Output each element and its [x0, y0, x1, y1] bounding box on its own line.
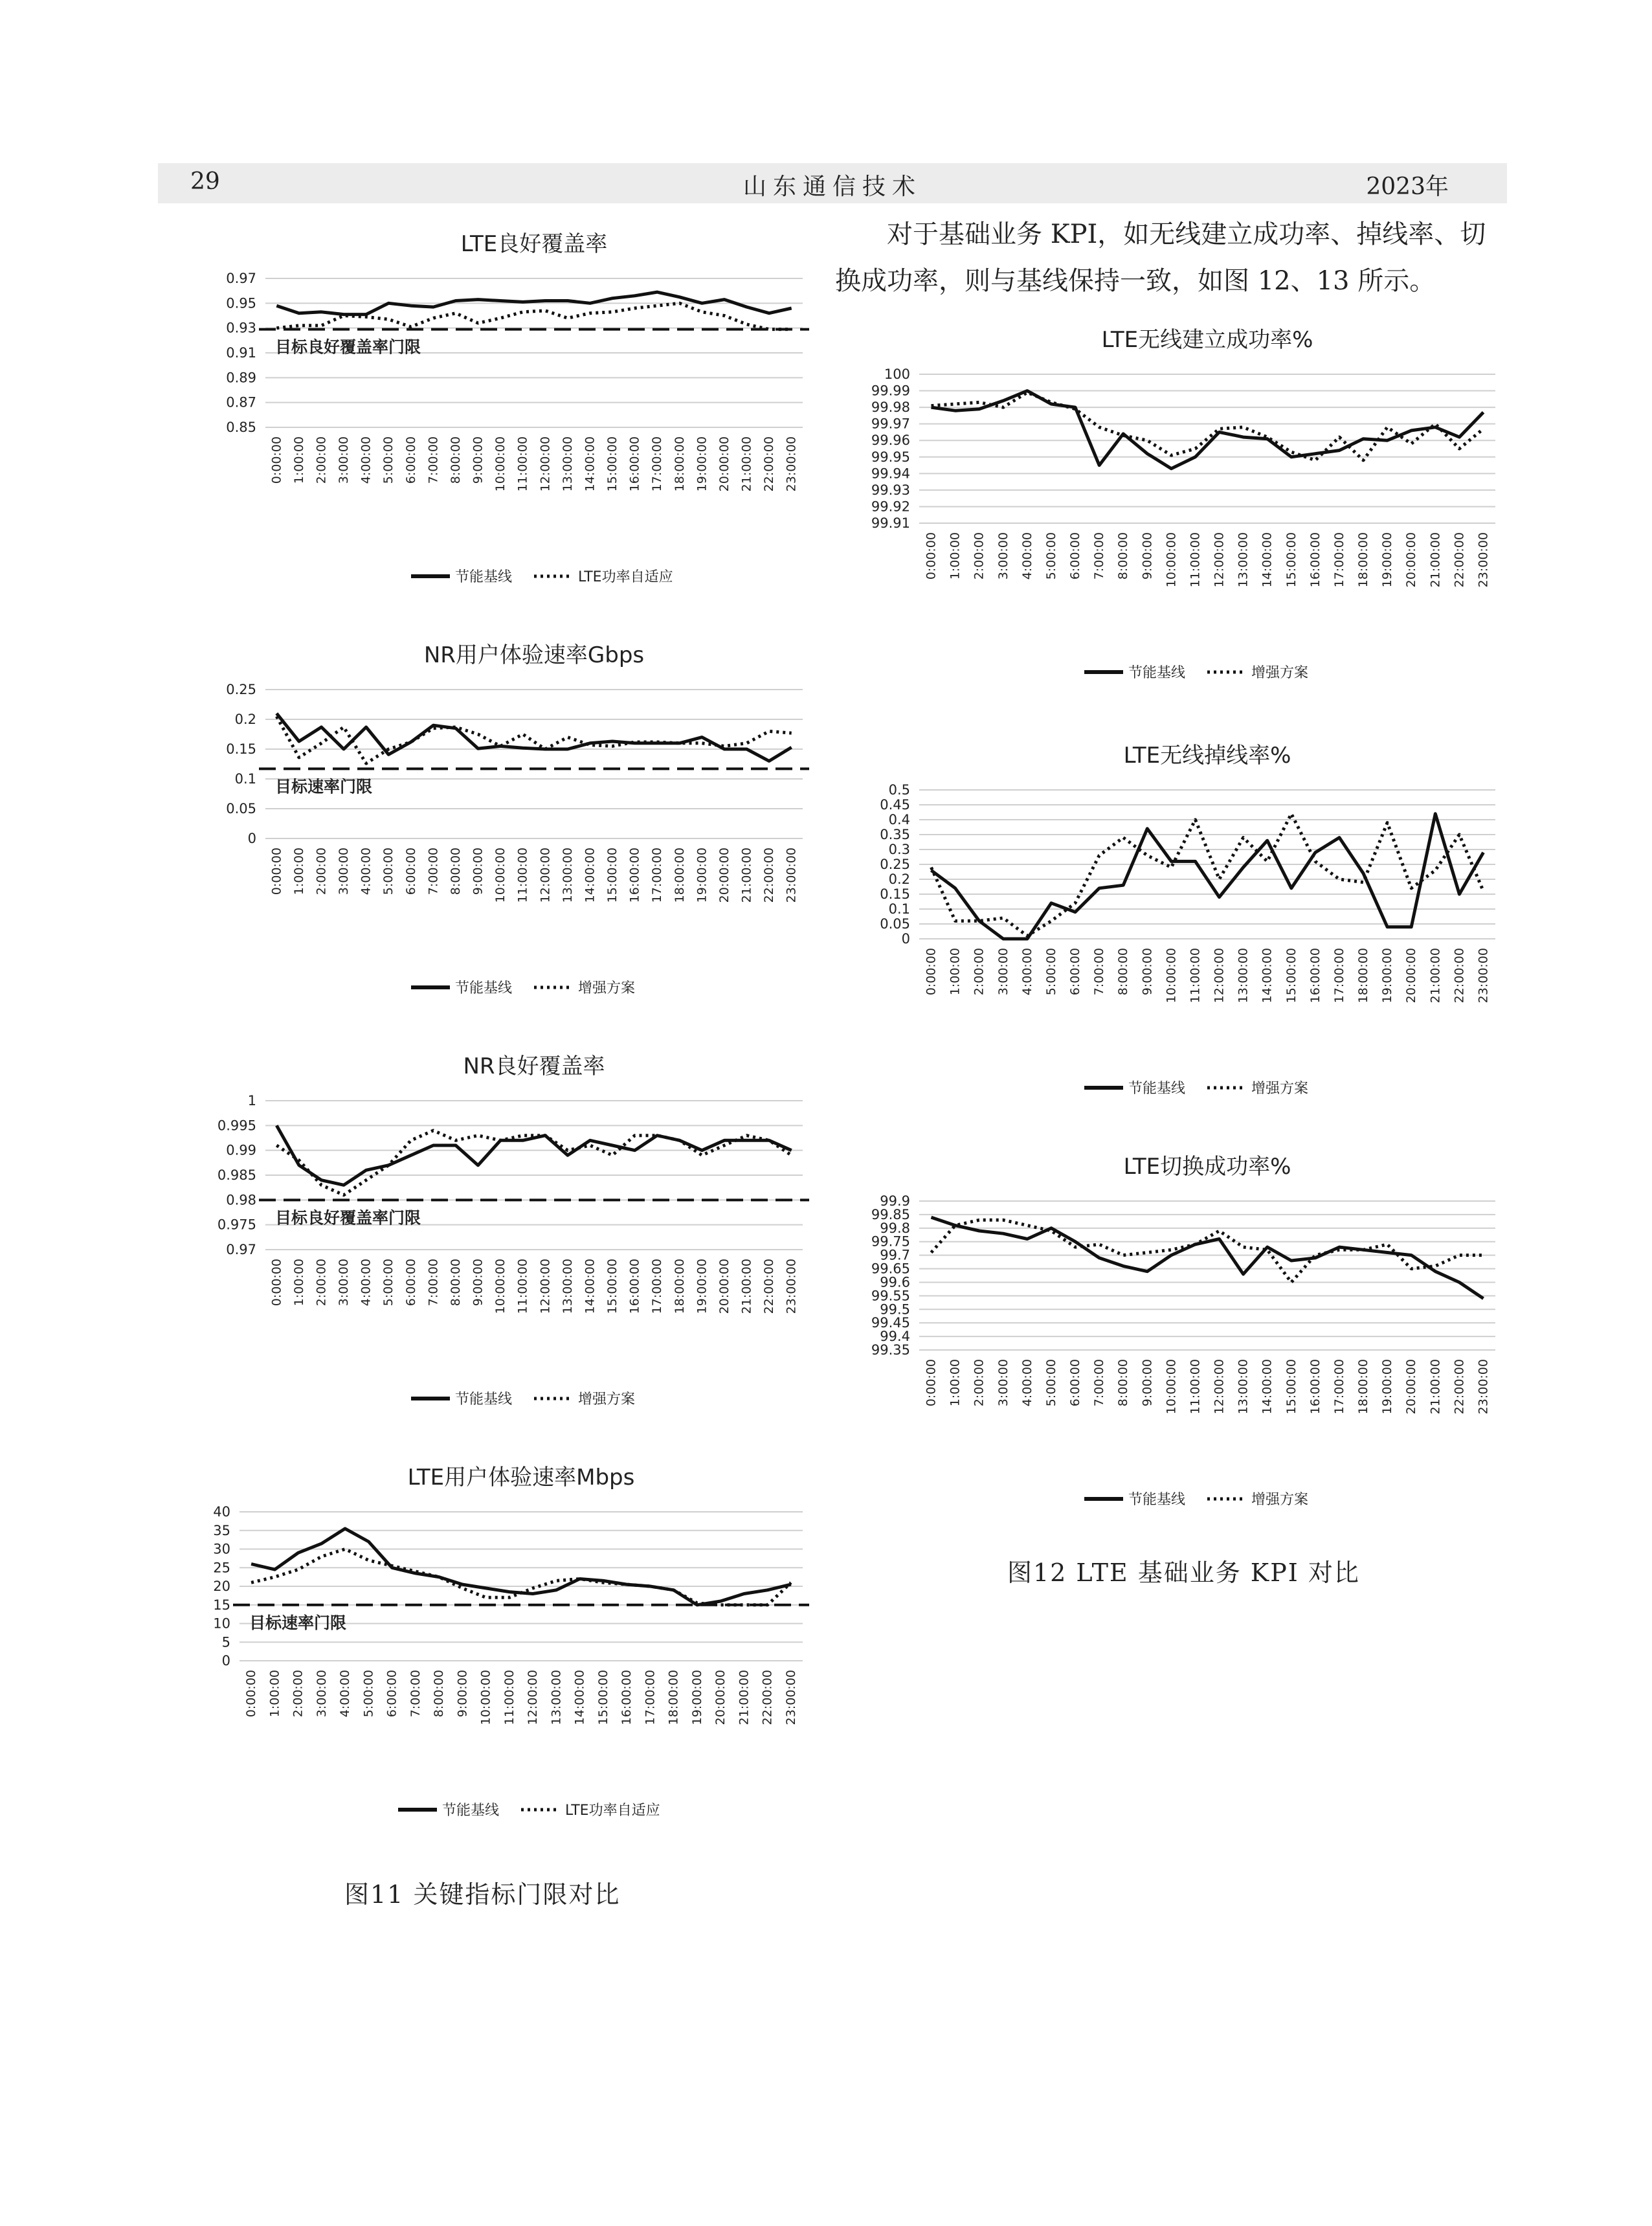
y-tick-label: 0.99: [226, 1142, 256, 1158]
threshold-label: 目标良好覆盖率门限: [275, 1208, 421, 1228]
y-tick-label: 0.995: [217, 1118, 256, 1134]
x-tick-label: 19:00:00: [1380, 1359, 1395, 1415]
x-tick-label: 8:00:00: [448, 848, 463, 895]
x-tick-label: 4:00:00: [359, 848, 374, 895]
series-line-secondary: [276, 1130, 791, 1195]
x-tick-label: 1:00:00: [291, 1259, 306, 1307]
chart-title: LTE切换成功率%: [1123, 1154, 1291, 1180]
series-line-secondary: [251, 1549, 791, 1605]
x-tick-label: 21:00:00: [737, 1670, 752, 1726]
chart-lte-rate: [168, 1460, 816, 1855]
x-tick-label: 6:00:00: [403, 848, 418, 895]
x-tick-label: 1:00:00: [291, 436, 306, 484]
x-tick-label: 21:00:00: [739, 1259, 754, 1314]
x-tick-label: 23:00:00: [784, 1259, 799, 1314]
x-tick-label: 2:00:00: [972, 532, 987, 580]
x-tick-label: 8:00:00: [448, 1259, 463, 1307]
x-tick-label: 12:00:00: [526, 1670, 541, 1726]
x-tick-label: 23:00:00: [784, 848, 799, 903]
y-tick-label: 0.15: [226, 741, 256, 757]
page-number: 29: [190, 168, 220, 195]
x-tick-label: 18:00:00: [1356, 532, 1371, 588]
y-tick-label: 0.05: [880, 916, 910, 932]
x-tick-label: 15:00:00: [596, 1670, 610, 1726]
y-tick-label: 10: [213, 1615, 230, 1632]
series-line-baseline: [276, 1125, 791, 1185]
y-tick-label: 0.2: [234, 712, 256, 727]
x-tick-label: 2:00:00: [972, 948, 987, 996]
x-tick-label: 17:00:00: [1332, 948, 1346, 1004]
x-tick-label: 11:00:00: [515, 1259, 530, 1314]
y-tick-label: 0.98: [226, 1192, 256, 1208]
y-tick-label: 99.91: [871, 515, 910, 531]
x-tick-label: 3:00:00: [996, 1359, 1010, 1407]
x-tick-label: 14:00:00: [1260, 532, 1275, 588]
x-tick-label: 3:00:00: [337, 1259, 352, 1307]
x-tick-label: 1:00:00: [948, 948, 963, 996]
x-tick-label: 16:00:00: [1308, 1359, 1323, 1415]
x-tick-label: 20:00:00: [717, 436, 731, 492]
series-line-secondary: [276, 303, 791, 329]
x-tick-label: 4:00:00: [338, 1670, 353, 1718]
x-tick-label: 18:00:00: [1356, 948, 1371, 1004]
x-tick-label: 14:00:00: [583, 436, 597, 492]
legend-label-secondary: 增强方案: [1251, 1492, 1309, 1508]
x-tick-label: 22:00:00: [1452, 948, 1467, 1004]
y-tick-label: 0.2: [888, 871, 910, 887]
legend-label-baseline: 节能基线: [1128, 665, 1186, 681]
y-tick-label: 0.91: [226, 345, 256, 361]
y-tick-label: 0.1: [234, 771, 256, 787]
x-tick-label: 23:00:00: [784, 436, 799, 492]
x-tick-label: 6:00:00: [1068, 532, 1083, 580]
x-tick-label: 7:00:00: [426, 436, 441, 484]
legend-label-secondary: LTE功率自适应: [565, 1803, 660, 1819]
x-tick-label: 11:00:00: [1188, 1359, 1203, 1415]
y-tick-label: 0.87: [226, 394, 256, 410]
series-line-baseline: [932, 1217, 1484, 1298]
x-tick-label: 18:00:00: [1356, 1359, 1371, 1415]
y-tick-label: 99.7: [880, 1247, 910, 1263]
x-tick-label: 11:00:00: [1188, 948, 1203, 1004]
y-tick-label: 99.45: [871, 1315, 910, 1331]
x-tick-label: 0:00:00: [269, 436, 284, 484]
x-tick-label: 18:00:00: [672, 1259, 687, 1314]
x-tick-label: 5:00:00: [381, 436, 396, 484]
x-tick-label: 10:00:00: [1164, 532, 1179, 588]
series-line-secondary: [932, 814, 1484, 936]
chart-nr-rate: [194, 638, 816, 1026]
x-tick-label: 7:00:00: [1092, 1359, 1107, 1407]
x-tick-label: 15:00:00: [605, 848, 620, 903]
y-tick-label: 0.45: [880, 797, 910, 813]
threshold-label: 目标速率门限: [249, 1613, 347, 1632]
y-tick-label: 99.99: [871, 383, 910, 399]
x-tick-label: 8:00:00: [448, 436, 463, 484]
x-tick-label: 12:00:00: [1212, 948, 1227, 1004]
x-tick-label: 0:00:00: [924, 1359, 939, 1407]
x-tick-label: 20:00:00: [1404, 1359, 1419, 1415]
y-tick-label: 99.65: [871, 1261, 910, 1277]
x-tick-label: 5:00:00: [381, 1259, 396, 1307]
x-tick-label: 17:00:00: [650, 1259, 665, 1314]
x-tick-label: 14:00:00: [1260, 948, 1275, 1004]
x-tick-label: 22:00:00: [1452, 1359, 1467, 1415]
y-tick-label: 99.35: [871, 1342, 910, 1358]
y-tick-label: 99.55: [871, 1288, 910, 1304]
x-tick-label: 15:00:00: [1284, 1359, 1299, 1415]
x-tick-label: 0:00:00: [924, 532, 939, 580]
y-tick-label: 35: [213, 1522, 230, 1538]
x-tick-label: 8:00:00: [1116, 1359, 1131, 1407]
legend-label-secondary: LTE功率自适应: [578, 569, 673, 585]
x-tick-label: 1:00:00: [948, 532, 963, 580]
x-tick-label: 9:00:00: [1140, 532, 1155, 580]
x-tick-label: 17:00:00: [643, 1670, 658, 1726]
x-tick-label: 23:00:00: [1476, 948, 1491, 1004]
header-year: 2023年: [1366, 174, 1449, 200]
x-tick-label: 6:00:00: [1068, 1359, 1083, 1407]
x-tick-label: 23:00:00: [1476, 532, 1491, 588]
legend-label-baseline: 节能基线: [1128, 1081, 1186, 1097]
chart-title: NR良好覆盖率: [463, 1053, 605, 1079]
x-tick-label: 8:00:00: [1116, 532, 1131, 580]
figure-12-caption: 图12 LTE 基础业务 KPI 对比: [1007, 1558, 1360, 1587]
x-tick-label: 0:00:00: [269, 848, 284, 895]
x-tick-label: 0:00:00: [924, 948, 939, 996]
legend-label-secondary: 增强方案: [578, 980, 636, 996]
y-tick-label: 99.98: [871, 399, 910, 416]
x-tick-label: 13:00:00: [1236, 1359, 1251, 1415]
legend-label-baseline: 节能基线: [455, 569, 513, 585]
x-tick-label: 22:00:00: [762, 1259, 777, 1314]
x-tick-label: 21:00:00: [1428, 948, 1443, 1004]
legend-label-baseline: 节能基线: [455, 1391, 513, 1408]
x-tick-label: 22:00:00: [1452, 532, 1467, 588]
y-tick-label: 0: [247, 831, 256, 846]
x-tick-label: 18:00:00: [666, 1670, 681, 1726]
x-tick-label: 13:00:00: [560, 436, 575, 492]
y-tick-label: 99.94: [871, 466, 910, 482]
series-line-baseline: [276, 714, 791, 761]
series-line-baseline: [932, 814, 1484, 939]
x-tick-label: 2:00:00: [314, 1259, 329, 1307]
x-tick-label: 2:00:00: [314, 848, 329, 895]
x-tick-label: 19:00:00: [695, 436, 709, 492]
x-tick-label: 5:00:00: [1044, 532, 1058, 580]
x-tick-label: 15:00:00: [1284, 948, 1299, 1004]
y-tick-label: 99.92: [871, 499, 910, 515]
figure-11-caption: 图11 关键指标门限对比: [344, 1880, 621, 1909]
y-tick-label: 0.35: [880, 827, 910, 842]
x-tick-label: 12:00:00: [538, 436, 553, 492]
y-tick-label: 99.5: [880, 1301, 910, 1318]
x-tick-label: 12:00:00: [538, 848, 553, 903]
x-tick-label: 7:00:00: [426, 848, 441, 895]
x-tick-label: 23:00:00: [783, 1670, 798, 1726]
x-tick-label: 20:00:00: [717, 1259, 731, 1314]
x-tick-label: 16:00:00: [627, 1259, 642, 1314]
y-tick-label: 0: [901, 931, 910, 947]
y-tick-label: 0.95: [226, 295, 256, 311]
x-tick-label: 10:00:00: [493, 436, 508, 492]
chart-title: LTE无线掉线率%: [1123, 743, 1291, 769]
x-tick-label: 0:00:00: [244, 1670, 259, 1718]
legend-label-secondary: 增强方案: [1251, 1081, 1309, 1097]
x-tick-label: 1:00:00: [291, 848, 306, 895]
x-tick-label: 8:00:00: [432, 1670, 447, 1718]
x-tick-label: 7:00:00: [1092, 948, 1107, 996]
x-tick-label: 18:00:00: [672, 436, 687, 492]
x-tick-label: 16:00:00: [620, 1670, 634, 1726]
x-tick-label: 19:00:00: [695, 848, 709, 903]
x-tick-label: 10:00:00: [1164, 1359, 1179, 1415]
x-tick-label: 2:00:00: [291, 1670, 306, 1718]
x-tick-label: 16:00:00: [627, 848, 642, 903]
x-tick-label: 9:00:00: [1140, 948, 1155, 996]
y-tick-label: 99.4: [880, 1329, 910, 1345]
x-tick-label: 3:00:00: [337, 848, 352, 895]
x-tick-label: 6:00:00: [1068, 948, 1083, 996]
page-header: [158, 163, 1507, 203]
x-tick-label: 21:00:00: [739, 848, 754, 903]
x-tick-label: 13:00:00: [560, 1259, 575, 1314]
y-tick-label: 100: [884, 366, 910, 382]
x-tick-label: 10:00:00: [478, 1670, 493, 1726]
x-tick-label: 1:00:00: [948, 1359, 963, 1407]
y-tick-label: 0.25: [226, 682, 256, 697]
x-tick-label: 5:00:00: [361, 1670, 376, 1718]
x-tick-label: 11:00:00: [502, 1670, 517, 1726]
x-tick-label: 4:00:00: [359, 1259, 374, 1307]
x-tick-label: 4:00:00: [359, 436, 374, 484]
y-tick-label: 99.75: [871, 1233, 910, 1250]
journal-name: 山东通信技术: [742, 174, 922, 200]
y-tick-label: 30: [213, 1541, 230, 1557]
x-tick-label: 16:00:00: [1308, 948, 1323, 1004]
chart-lte-coverage: [194, 227, 816, 615]
x-tick-label: 13:00:00: [1236, 948, 1251, 1004]
x-tick-label: 13:00:00: [1236, 532, 1251, 588]
y-tick-label: 5: [221, 1634, 230, 1650]
y-tick-label: 99.9: [880, 1193, 910, 1209]
y-tick-label: 0.5: [888, 782, 910, 798]
x-tick-label: 9:00:00: [455, 1670, 470, 1718]
x-tick-label: 2:00:00: [972, 1359, 987, 1407]
x-tick-label: 13:00:00: [560, 848, 575, 903]
y-tick-label: 0.89: [226, 370, 256, 386]
x-tick-label: 20:00:00: [717, 848, 731, 903]
x-tick-label: 14:00:00: [1260, 1359, 1275, 1415]
x-tick-label: 3:00:00: [314, 1670, 329, 1718]
x-tick-label: 8:00:00: [1116, 948, 1131, 996]
chart-lte-setup: [848, 322, 1508, 711]
legend-label-baseline: 节能基线: [455, 980, 513, 996]
x-tick-label: 16:00:00: [627, 436, 642, 492]
x-tick-label: 6:00:00: [403, 436, 418, 484]
x-tick-label: 17:00:00: [1332, 532, 1346, 588]
x-tick-label: 22:00:00: [762, 848, 777, 903]
x-tick-label: 0:00:00: [269, 1259, 284, 1307]
x-tick-label: 22:00:00: [762, 436, 777, 492]
y-tick-label: 99.96: [871, 433, 910, 449]
y-tick-label: 0.85: [226, 420, 256, 435]
x-tick-label: 6:00:00: [385, 1670, 399, 1718]
y-tick-label: 0.975: [217, 1217, 256, 1233]
x-tick-label: 19:00:00: [1380, 948, 1395, 1004]
legend-label-secondary: 增强方案: [578, 1391, 636, 1408]
y-tick-label: 15: [213, 1597, 230, 1613]
x-tick-label: 17:00:00: [1332, 1359, 1346, 1415]
x-tick-label: 2:00:00: [314, 436, 329, 484]
x-tick-label: 5:00:00: [1044, 1359, 1058, 1407]
x-tick-label: 6:00:00: [403, 1259, 418, 1307]
y-tick-label: 0.985: [217, 1167, 256, 1183]
legend-label-baseline: 节能基线: [442, 1803, 500, 1819]
x-tick-label: 4:00:00: [1020, 948, 1034, 996]
y-tick-label: 99.97: [871, 416, 910, 432]
x-tick-label: 9:00:00: [471, 1259, 486, 1307]
x-tick-label: 12:00:00: [1212, 532, 1227, 588]
x-tick-label: 14:00:00: [572, 1670, 587, 1726]
x-tick-label: 17:00:00: [650, 848, 665, 903]
x-tick-label: 3:00:00: [996, 532, 1010, 580]
y-tick-label: 0.05: [226, 801, 256, 816]
y-tick-label: 25: [213, 1560, 230, 1576]
x-tick-label: 10:00:00: [1164, 948, 1179, 1004]
y-tick-label: 0.97: [226, 1242, 256, 1257]
x-tick-label: 11:00:00: [515, 848, 530, 903]
chart-title: LTE良好覆盖率: [460, 231, 608, 257]
y-tick-label: 99.8: [880, 1220, 910, 1236]
chart-title: LTE无线建立成功率%: [1101, 327, 1313, 353]
legend-label-secondary: 增强方案: [1251, 665, 1309, 681]
x-tick-label: 3:00:00: [337, 436, 352, 484]
x-tick-label: 16:00:00: [1308, 532, 1323, 588]
x-tick-label: 7:00:00: [426, 1259, 441, 1307]
chart-nr-coverage: [194, 1049, 816, 1437]
x-tick-label: 13:00:00: [549, 1670, 564, 1726]
chart-lte-drop: [848, 738, 1508, 1127]
x-tick-label: 10:00:00: [493, 848, 508, 903]
x-tick-label: 14:00:00: [583, 848, 597, 903]
x-tick-label: 18:00:00: [672, 848, 687, 903]
x-tick-label: 12:00:00: [538, 1259, 553, 1314]
x-tick-label: 21:00:00: [739, 436, 754, 492]
x-tick-label: 1:00:00: [267, 1670, 282, 1718]
x-tick-label: 19:00:00: [689, 1670, 704, 1726]
x-tick-label: 20:00:00: [1404, 948, 1419, 1004]
x-tick-label: 7:00:00: [1092, 532, 1107, 580]
x-tick-label: 20:00:00: [713, 1670, 728, 1726]
y-tick-label: 0.93: [226, 320, 256, 336]
x-tick-label: 9:00:00: [1140, 1359, 1155, 1407]
x-tick-label: 19:00:00: [1380, 532, 1395, 588]
x-tick-label: 19:00:00: [695, 1259, 709, 1314]
y-tick-label: 0.4: [888, 812, 910, 827]
chart-title: LTE用户体验速率Mbps: [407, 1465, 635, 1490]
x-tick-label: 7:00:00: [408, 1670, 423, 1718]
y-tick-label: 99.95: [871, 449, 910, 465]
x-tick-label: 9:00:00: [471, 848, 486, 895]
x-tick-label: 21:00:00: [1428, 1359, 1443, 1415]
body-paragraph: 对于基础业务 KPI，如无线建立成功率、掉线率、切换成功率，则与基线保持一致，如图 12、13 所示。: [835, 219, 1486, 296]
x-tick-label: 10:00:00: [493, 1259, 508, 1314]
x-tick-label: 4:00:00: [1020, 532, 1034, 580]
x-tick-label: 22:00:00: [760, 1670, 775, 1726]
x-tick-label: 9:00:00: [471, 436, 486, 484]
x-tick-label: 4:00:00: [1020, 1359, 1034, 1407]
chart-lte-handover: [848, 1149, 1508, 1538]
chart-title: NR用户体验速率Gbps: [423, 642, 645, 668]
x-tick-label: 3:00:00: [996, 948, 1010, 996]
y-tick-label: 0.1: [888, 901, 910, 917]
x-tick-label: 12:00:00: [1212, 1359, 1227, 1415]
x-tick-label: 15:00:00: [605, 1259, 620, 1314]
threshold-label: 目标速率门限: [275, 777, 373, 796]
x-tick-label: 21:00:00: [1428, 532, 1443, 588]
y-tick-label: 40: [213, 1504, 230, 1520]
x-tick-label: 17:00:00: [650, 436, 665, 492]
x-tick-label: 23:00:00: [1476, 1359, 1491, 1415]
legend-label-baseline: 节能基线: [1128, 1492, 1186, 1508]
y-tick-label: 20: [213, 1579, 230, 1594]
x-tick-label: 15:00:00: [1284, 532, 1299, 588]
y-tick-label: 0.3: [888, 842, 910, 857]
y-tick-label: 0.25: [880, 857, 910, 872]
x-tick-label: 11:00:00: [515, 436, 530, 492]
series-line-secondary: [932, 392, 1484, 460]
x-tick-label: 15:00:00: [605, 436, 620, 492]
y-tick-label: 0.15: [880, 886, 910, 902]
x-tick-label: 5:00:00: [1044, 948, 1058, 996]
y-tick-label: 0.97: [226, 271, 256, 286]
x-tick-label: 11:00:00: [1188, 532, 1203, 588]
series-line-secondary: [932, 1220, 1484, 1282]
x-tick-label: 14:00:00: [583, 1259, 597, 1314]
threshold-label: 目标良好覆盖率门限: [275, 337, 421, 357]
y-tick-label: 99.93: [871, 482, 910, 498]
y-tick-label: 1: [247, 1093, 256, 1108]
y-tick-label: 0: [221, 1653, 230, 1669]
y-tick-label: 99.6: [880, 1274, 910, 1290]
x-tick-label: 5:00:00: [381, 848, 396, 895]
x-tick-label: 20:00:00: [1404, 532, 1419, 588]
y-tick-label: 99.85: [871, 1206, 910, 1222]
